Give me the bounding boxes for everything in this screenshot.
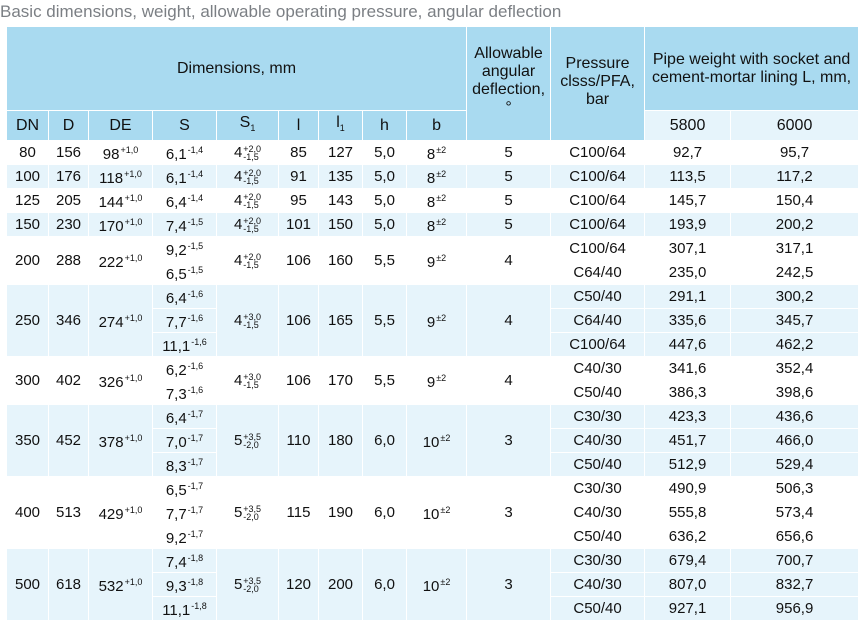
- cell-pressure: C40/30: [551, 429, 645, 453]
- cell-s: $9,2^{-1,7}$: [153, 525, 217, 549]
- cell-s: $7,7^{-1,6}$: [153, 309, 217, 333]
- cell-de: $98^{+1,0}$: [89, 141, 153, 165]
- cell-s: $7,3^{-1,6}$: [153, 381, 217, 405]
- cell-weight-5800: 423,3: [645, 405, 731, 429]
- col-h: h: [363, 111, 407, 141]
- cell-de: $222^{+1,0}$: [89, 237, 153, 285]
- col-l: l: [279, 111, 319, 141]
- cell-s: $6,2^{-1,6}$: [153, 357, 217, 381]
- cell-weight-5800: 679,4: [645, 549, 731, 573]
- col-length-5800: 5800: [645, 111, 731, 141]
- cell-pressure: C30/30: [551, 549, 645, 573]
- table-row: [7, 549, 859, 573]
- cell-s: $11,1^{-1,6}$: [153, 333, 217, 357]
- cell-h: 5,5: [363, 285, 407, 357]
- cell-weight-5800: 291,1: [645, 285, 731, 309]
- table-row: [7, 285, 859, 309]
- cell-b: $9^{\pm 2}$: [407, 237, 467, 285]
- cell-l1: 135: [319, 165, 363, 189]
- cell-l1: 165: [319, 285, 363, 357]
- cell-deflection: 4: [467, 237, 551, 285]
- cell-l1: 143: [319, 189, 363, 213]
- deflection-header: Allowable angular deflection, °: [467, 27, 551, 141]
- dimensions-header: Dimensions, mm: [7, 27, 467, 111]
- cell-l1: 200: [319, 549, 363, 621]
- cell-pressure: C50/40: [551, 525, 645, 549]
- table-row: [7, 405, 859, 429]
- cell-weight-6000: 466,0: [731, 429, 859, 453]
- cell-pressure: C100/64: [551, 165, 645, 189]
- cell-h: 5,5: [363, 357, 407, 405]
- cell-s: $9,3^{-1,8}$: [153, 573, 217, 597]
- cell-deflection: 5: [467, 165, 551, 189]
- cell-de: $144^{+1,0}$: [89, 189, 153, 213]
- cell-b: $8^{\pm 2}$: [407, 141, 467, 165]
- cell-s: $6,5^{-1,7}$: [153, 477, 217, 501]
- cell-d: 230: [49, 213, 89, 237]
- cell-s: $9,2^{-1,5}$: [153, 237, 217, 261]
- cell-pressure: C50/40: [551, 597, 645, 621]
- cell-weight-6000: 150,4: [731, 189, 859, 213]
- cell-pressure: C100/64: [551, 333, 645, 357]
- cell-l1: 127: [319, 141, 363, 165]
- cell-d: 156: [49, 141, 89, 165]
- col-d: D: [49, 111, 89, 141]
- cell-l: 85: [279, 141, 319, 165]
- cell-h: 5,0: [363, 141, 407, 165]
- cell-b: $9^{\pm 2}$: [407, 285, 467, 357]
- pressure-header: Pressure clsss/PFA, bar: [551, 27, 645, 141]
- cell-weight-5800: 451,7: [645, 429, 731, 453]
- cell-l1: 180: [319, 405, 363, 477]
- cell-weight-5800: 235,0: [645, 261, 731, 285]
- cell-dn: 125: [7, 189, 49, 213]
- cell-deflection: 5: [467, 213, 551, 237]
- cell-de: $170^{+1,0}$: [89, 213, 153, 237]
- cell-d: 618: [49, 549, 89, 621]
- cell-weight-6000: 529,4: [731, 453, 859, 477]
- cell-d: 176: [49, 165, 89, 189]
- cell-s1: 5 +3,5 -2,0: [217, 405, 279, 477]
- cell-dn: 200: [7, 237, 49, 285]
- cell-b: $10^{\pm 2}$: [407, 477, 467, 549]
- cell-dn: 350: [7, 405, 49, 477]
- cell-weight-6000: 242,5: [731, 261, 859, 285]
- cell-pressure: C40/30: [551, 357, 645, 381]
- cell-s: $6,5^{-1,5}$: [153, 261, 217, 285]
- cell-b: $8^{\pm 2}$: [407, 189, 467, 213]
- cell-d: 513: [49, 477, 89, 549]
- cell-weight-5800: 490,9: [645, 477, 731, 501]
- cell-weight-6000: 117,2: [731, 165, 859, 189]
- cell-weight-5800: 636,2: [645, 525, 731, 549]
- cell-pressure: C100/64: [551, 189, 645, 213]
- cell-weight-6000: 398,6: [731, 381, 859, 405]
- cell-weight-6000: 352,4: [731, 357, 859, 381]
- weight-header: Pipe weight with socket and cement-mortar lining L, mm,: [645, 27, 859, 111]
- cell-b: $10^{\pm 2}$: [407, 549, 467, 621]
- col-s1: $S_1$: [217, 111, 279, 141]
- cell-weight-6000: 300,2: [731, 285, 859, 309]
- cell-s1: 4 +2,0 -1,5: [217, 237, 279, 285]
- cell-l: 120: [279, 549, 319, 621]
- cell-deflection: 5: [467, 189, 551, 213]
- cell-l1: 150: [319, 213, 363, 237]
- cell-b: $8^{\pm 2}$: [407, 165, 467, 189]
- cell-weight-6000: 656,6: [731, 525, 859, 549]
- cell-b: $10^{\pm 2}$: [407, 405, 467, 477]
- cell-pressure: C100/64: [551, 141, 645, 165]
- cell-l: 106: [279, 237, 319, 285]
- cell-weight-6000: 956,9: [731, 597, 859, 621]
- cell-h: 6,0: [363, 405, 407, 477]
- cell-weight-5800: 386,3: [645, 381, 731, 405]
- cell-s: $6,4^{-1,4}$: [153, 189, 217, 213]
- cell-s1: 4 +2,0 -1,5: [217, 141, 279, 165]
- cell-deflection: 3: [467, 477, 551, 549]
- cell-l: 110: [279, 405, 319, 477]
- col-s: S: [153, 111, 217, 141]
- cell-weight-5800: 335,6: [645, 309, 731, 333]
- cell-s1: 4 +3,0 -1,5: [217, 357, 279, 405]
- cell-l: 91: [279, 165, 319, 189]
- cell-dn: 300: [7, 357, 49, 405]
- cell-de: $429^{+1,0}$: [89, 477, 153, 549]
- col-dn: DN: [7, 111, 49, 141]
- cell-l: 106: [279, 357, 319, 405]
- table-row: [7, 477, 859, 501]
- table-row: [7, 357, 859, 381]
- cell-weight-6000: 436,6: [731, 405, 859, 429]
- cell-de: $118^{+1,0}$: [89, 165, 153, 189]
- cell-weight-5800: 512,9: [645, 453, 731, 477]
- cell-weight-5800: 113,5: [645, 165, 731, 189]
- cell-s: $11,1^{-1,8}$: [153, 597, 217, 621]
- cell-weight-6000: 200,2: [731, 213, 859, 237]
- dimensions-table: [6, 26, 859, 621]
- cell-s1: 4 +2,0 -1,5: [217, 165, 279, 189]
- cell-weight-6000: 462,2: [731, 333, 859, 357]
- cell-h: 5,0: [363, 189, 407, 213]
- cell-b: $9^{\pm 2}$: [407, 357, 467, 405]
- table-row: [7, 165, 859, 189]
- cell-b: $8^{\pm 2}$: [407, 213, 467, 237]
- cell-pressure: C50/40: [551, 285, 645, 309]
- cell-weight-6000: 700,7: [731, 549, 859, 573]
- cell-pressure: C64/40: [551, 309, 645, 333]
- cell-pressure: C100/64: [551, 213, 645, 237]
- cell-l1: 190: [319, 477, 363, 549]
- cell-s1: 4 +2,0 -1,5: [217, 189, 279, 213]
- cell-weight-5800: 555,8: [645, 501, 731, 525]
- cell-dn: 400: [7, 477, 49, 549]
- col-b: b: [407, 111, 467, 141]
- cell-deflection: 5: [467, 141, 551, 165]
- cell-d: 346: [49, 285, 89, 357]
- cell-s: $7,0^{-1,7}$: [153, 429, 217, 453]
- cell-de: $378^{+1,0}$: [89, 405, 153, 477]
- cell-weight-5800: 927,1: [645, 597, 731, 621]
- cell-deflection: 4: [467, 357, 551, 405]
- cell-pressure: C50/40: [551, 381, 645, 405]
- cell-weight-6000: 832,7: [731, 573, 859, 597]
- cell-d: 205: [49, 189, 89, 213]
- cell-weight-5800: 92,7: [645, 141, 731, 165]
- cell-s: $6,1^{-1,4}$: [153, 141, 217, 165]
- cell-pressure: C64/40: [551, 261, 645, 285]
- cell-dn: 100: [7, 165, 49, 189]
- cell-dn: 250: [7, 285, 49, 357]
- cell-l: 95: [279, 189, 319, 213]
- cell-h: 6,0: [363, 549, 407, 621]
- col-l1: $l_1$: [319, 111, 363, 141]
- cell-weight-5800: 447,6: [645, 333, 731, 357]
- cell-weight-5800: 307,1: [645, 237, 731, 261]
- col-length-6000: 6000: [731, 111, 859, 141]
- cell-h: 5,0: [363, 165, 407, 189]
- cell-pressure: C50/40: [551, 453, 645, 477]
- cell-weight-6000: 317,1: [731, 237, 859, 261]
- cell-s1: 5 +3,5 -2,0: [217, 477, 279, 549]
- cell-d: 402: [49, 357, 89, 405]
- col-de: DE: [89, 111, 153, 141]
- cell-deflection: 3: [467, 405, 551, 477]
- cell-weight-6000: 95,7: [731, 141, 859, 165]
- cell-dn: 80: [7, 141, 49, 165]
- cell-h: 5,0: [363, 213, 407, 237]
- cell-s: $7,4^{-1,5}$: [153, 213, 217, 237]
- cell-pressure: C100/64: [551, 237, 645, 261]
- cell-weight-6000: 506,3: [731, 477, 859, 501]
- cell-de: $326^{+1,0}$: [89, 357, 153, 405]
- cell-s: $6,4^{-1,6}$: [153, 285, 217, 309]
- table-body: [7, 141, 859, 621]
- cell-deflection: 4: [467, 285, 551, 357]
- cell-s: $7,4^{-1,8}$: [153, 549, 217, 573]
- cell-deflection: 3: [467, 549, 551, 621]
- cell-pressure: C30/30: [551, 477, 645, 501]
- cell-s: $7,7^{-1,7}$: [153, 501, 217, 525]
- cell-weight-5800: 145,7: [645, 189, 731, 213]
- table-caption: Basic dimensions, weight, allowable operating pressure, angular deflection: [0, 2, 562, 21]
- cell-dn: 500: [7, 549, 49, 621]
- cell-de: $274^{+1,0}$: [89, 285, 153, 357]
- table-row: [7, 237, 859, 261]
- table-row: [7, 213, 859, 237]
- cell-s: $6,4^{-1,7}$: [153, 405, 217, 429]
- cell-l1: 160: [319, 237, 363, 285]
- cell-h: 6,0: [363, 477, 407, 549]
- cell-d: 452: [49, 405, 89, 477]
- cell-weight-6000: 345,7: [731, 309, 859, 333]
- cell-s1: 5 +3,5 -2,0: [217, 549, 279, 621]
- cell-pressure: C40/30: [551, 501, 645, 525]
- table-row: [7, 141, 859, 165]
- cell-l: 106: [279, 285, 319, 357]
- cell-weight-6000: 573,4: [731, 501, 859, 525]
- cell-pressure: C30/30: [551, 405, 645, 429]
- cell-s: $6,1^{-1,4}$: [153, 165, 217, 189]
- cell-pressure: C40/30: [551, 573, 645, 597]
- cell-h: 5,5: [363, 237, 407, 285]
- cell-d: 288: [49, 237, 89, 285]
- cell-s1: 4 +3,0 -1,5: [217, 285, 279, 357]
- cell-s: $8,3^{-1,7}$: [153, 453, 217, 477]
- cell-l: 115: [279, 477, 319, 549]
- cell-s1: 4 +2,0 -1,5: [217, 213, 279, 237]
- table-row: [7, 189, 859, 213]
- cell-weight-5800: 341,6: [645, 357, 731, 381]
- cell-weight-5800: 193,9: [645, 213, 731, 237]
- cell-de: $532^{+1,0}$: [89, 549, 153, 621]
- cell-l: 101: [279, 213, 319, 237]
- cell-l1: 170: [319, 357, 363, 405]
- cell-dn: 150: [7, 213, 49, 237]
- cell-weight-5800: 807,0: [645, 573, 731, 597]
